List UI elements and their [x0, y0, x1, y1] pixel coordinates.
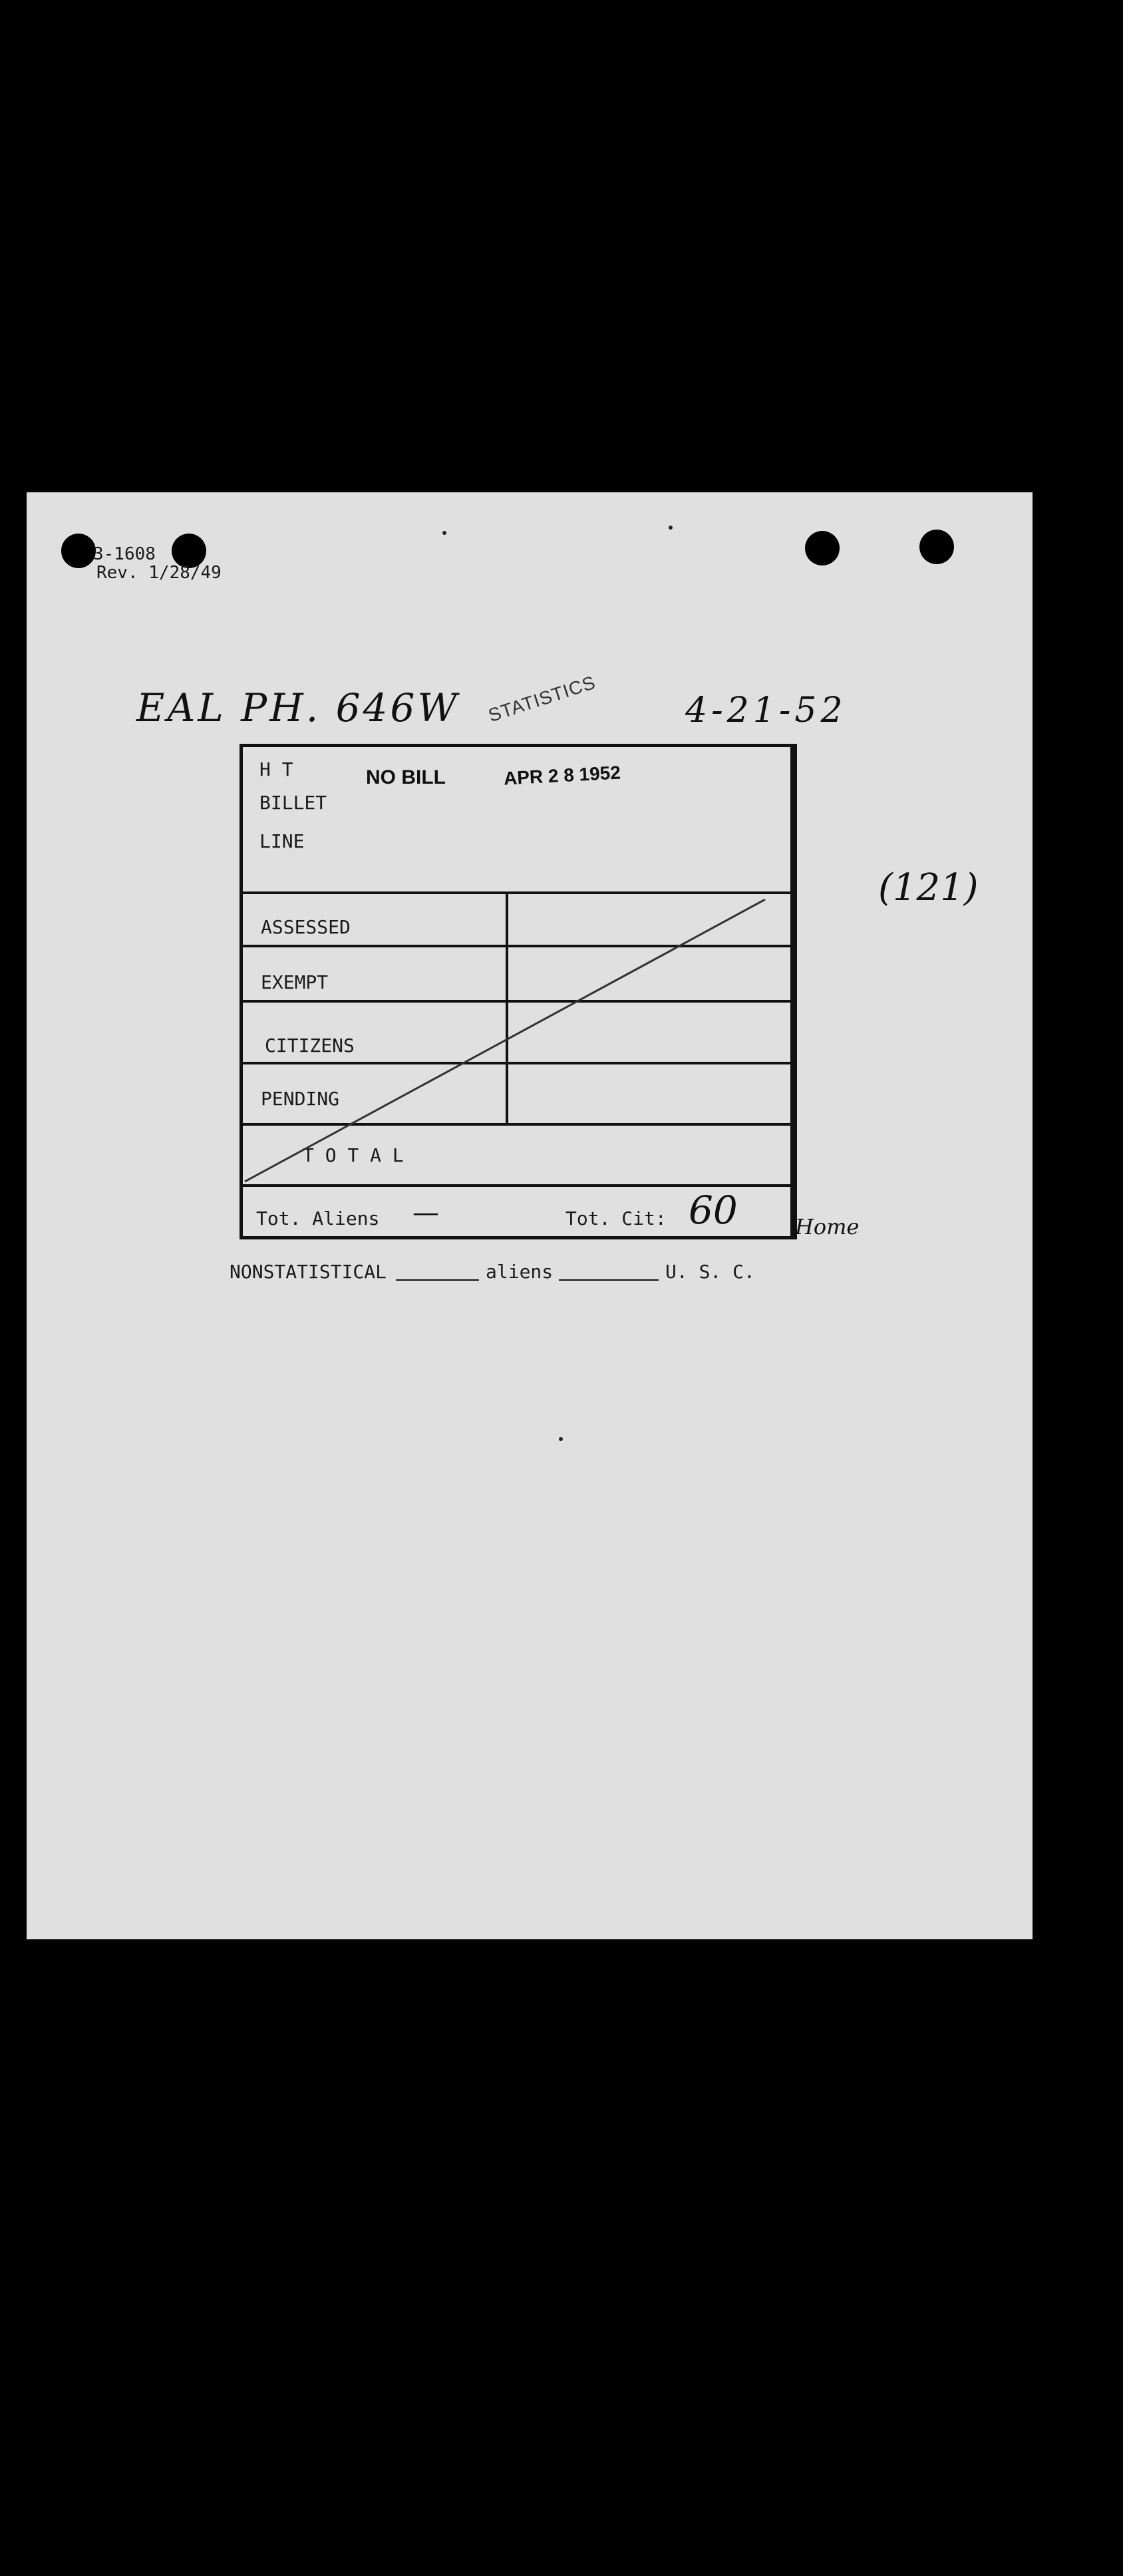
form-revision: Rev. 1/28/49: [96, 563, 222, 583]
document-page: [27, 492, 1033, 1939]
row-label-assessed: ASSESSED: [261, 916, 351, 938]
tot-aliens-label: Tot. Aliens: [256, 1208, 380, 1229]
nonstatistical-aliens: aliens: [486, 1261, 554, 1283]
nonstatistical-usc: U. S. C.: [665, 1261, 755, 1283]
tot-aliens-value: —: [412, 1198, 439, 1228]
statistics-stamp: STATISTICS: [486, 671, 599, 726]
header-label-line: LINE: [259, 830, 305, 852]
date-handwritten: 4-21-52: [685, 691, 847, 730]
total-label: T O T A L: [303, 1144, 404, 1166]
count-handwritten: (121): [878, 866, 979, 909]
blank-line: [396, 1279, 479, 1281]
signature-handwritten: Home: [795, 1214, 860, 1239]
date-stamp: APR 2 8 1952: [503, 762, 621, 789]
no-bill-stamp: NO BILL: [366, 766, 446, 788]
header-label-ht: H T: [259, 758, 293, 780]
form-number: 3-1608: [93, 544, 156, 564]
header-label-billet: BILLET: [259, 792, 327, 814]
ship-code-handwritten: EAL PH. 646W: [136, 685, 460, 730]
blank-line: [559, 1279, 659, 1281]
diagonal-strike-line: [27, 492, 1033, 1939]
row-label-exempt: EXEMPT: [261, 971, 329, 993]
row-label-pending: PENDING: [261, 1088, 340, 1110]
row-label-citizens: CITIZENS: [265, 1035, 355, 1056]
nonstatistical-label: NONSTATISTICAL: [230, 1261, 387, 1283]
tot-citizens-value: 60: [689, 1188, 738, 1233]
tot-cit-label: Tot. Cit:: [565, 1208, 667, 1229]
